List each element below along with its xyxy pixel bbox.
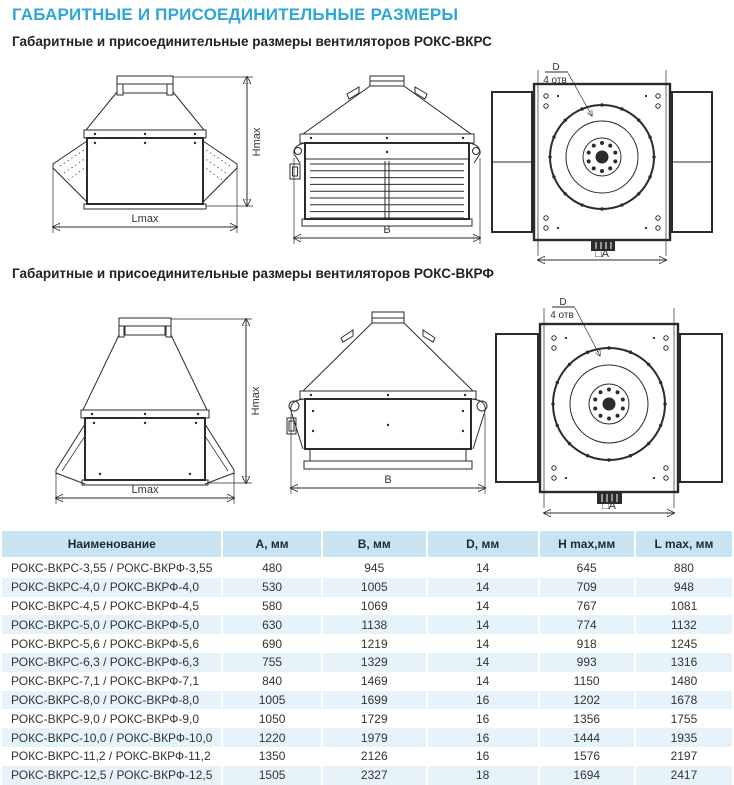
dimension-value-cell: 690 [222, 634, 321, 653]
vkrf-side-view-drawing [20, 312, 270, 517]
impeller [551, 346, 666, 461]
dimension-value-cell: 840 [222, 672, 321, 691]
dimension-value-cell: 530 [222, 578, 321, 597]
table-row [2, 672, 732, 691]
fan-cap [119, 318, 171, 337]
table-row [2, 597, 732, 616]
dimension-value-cell: 993 [539, 653, 635, 672]
dimension-value-cell: 16 [427, 709, 539, 728]
model-name-cell: РОКС-ВКРС-9,0 / РОКС-ВКРФ-9,0 [11, 711, 200, 726]
dimension-value-cell: 945 [322, 558, 427, 578]
dimension-value-cell: 2327 [322, 766, 427, 785]
lower-section [310, 449, 466, 461]
dimensions-table [2, 531, 732, 785]
model-name-cell: РОКС-ВКРС-5,6 / РОКС-ВКРФ-5,6 [11, 636, 200, 651]
dimension-value-cell: 1350 [222, 747, 321, 766]
dimension-value-cell: 2417 [635, 766, 732, 785]
square-a-dimension [538, 248, 666, 260]
dimension-value-cell: 1150 [539, 672, 635, 691]
dimension-value-cell: 580 [222, 597, 321, 616]
dimension-value-cell: 14 [427, 653, 539, 672]
dimension-value-cell: 1202 [539, 691, 635, 710]
roof-tab-left [341, 330, 353, 342]
roof-tab-right [423, 330, 435, 342]
d-label: D [552, 62, 560, 73]
model-name-cell: РОКС-ВКРС-8,0 / РОКС-ВКРФ-8,0 [11, 692, 200, 707]
column-header: Наименование [2, 531, 222, 558]
vkrf-front-view-drawing [283, 308, 493, 508]
dimension-value-cell: 1081 [635, 597, 732, 616]
vkrf-drawings-row [0, 290, 734, 528]
dimension-value-cell: 1729 [322, 709, 427, 728]
dimension-value-cell: 774 [539, 615, 635, 634]
dimension-value-cell: 1005 [222, 691, 321, 710]
hmax-label: Hmax [250, 386, 262, 416]
section-heading-vkrf: Габаритные и присоединительные размеры вентиляторов РОКС-ВКРФ [12, 266, 494, 281]
dimension-value-cell: 480 [222, 558, 321, 578]
dimension-value-cell: 18 [427, 766, 539, 785]
dimension-value-cell: 14 [427, 558, 539, 578]
dimension-value-cell: 1050 [222, 709, 321, 728]
square-a-label: □A [602, 500, 616, 512]
dimension-value-cell: 645 [539, 558, 635, 578]
vkrf-top-view-drawing [478, 294, 732, 520]
housing-box [85, 418, 205, 480]
dimension-value-cell: 880 [635, 558, 732, 578]
model-name-cell: РОКС-ВКРС-7,1 / РОКС-ВКРФ-7,1 [11, 674, 200, 689]
dimension-value-cell: 1132 [635, 615, 732, 634]
holes-callout [550, 297, 600, 356]
table-row [2, 766, 732, 785]
b-label: B [384, 474, 392, 486]
dimension-value-cell: 14 [427, 672, 539, 691]
hmax-label: Hmax [251, 127, 263, 157]
square-a-label: □A [595, 248, 609, 260]
dimension-value-cell: 767 [539, 597, 635, 616]
model-name-cell: РОКС-ВКРС-12,5 / РОКС-ВКРФ-12,5 [11, 768, 213, 783]
table-header [2, 531, 732, 558]
impeller [548, 103, 655, 210]
dimension-value-cell: 1220 [222, 728, 321, 747]
dimension-value-cell: 1219 [322, 634, 427, 653]
vkrs-top-view-drawing [472, 60, 730, 266]
dimension-value-cell: 630 [222, 615, 321, 634]
dimension-value-cell: 1694 [539, 766, 635, 785]
column-header: L max, мм [635, 531, 732, 558]
roof-tab-left [347, 87, 359, 99]
dimension-value-cell: 2126 [322, 747, 427, 766]
table-header-row [2, 531, 732, 558]
table-row [2, 691, 732, 710]
latch [287, 418, 296, 434]
holes-count-label: 4 отв [543, 75, 567, 86]
dimension-value-cell: 1245 [635, 634, 732, 653]
support-legs [56, 424, 234, 484]
dimension-value-cell: 14 [427, 578, 539, 597]
roof-slopes [83, 335, 207, 410]
section-heading-vkrs: Габаритные и присоединительные размеры вентиляторов РОКС-ВКРС [12, 34, 492, 49]
table-row [2, 709, 732, 728]
dimension-value-cell: 1069 [322, 597, 427, 616]
table-row [2, 558, 732, 578]
dimension-value-cell: 14 [427, 615, 539, 634]
vkrs-side-view-drawing [20, 70, 270, 268]
table-row [2, 728, 732, 747]
model-name-cell: РОКС-ВКРС-10,0 / РОКС-ВКРФ-10,0 [11, 730, 213, 745]
model-name-cell: РОКС-ВКРС-3,55 / РОКС-ВКРФ-3,55 [11, 561, 213, 576]
table-row [2, 615, 732, 634]
column-header: D, мм [427, 531, 539, 558]
dimension-value-cell: 1316 [635, 653, 732, 672]
housing-box [305, 143, 469, 219]
dimension-value-cell: 1469 [322, 672, 427, 691]
left-side-panel [496, 334, 538, 482]
dimension-value-cell: 918 [539, 634, 635, 653]
column-header: В, мм [322, 531, 427, 558]
d-label: D [559, 297, 567, 308]
table-row [2, 578, 732, 597]
dimension-value-cell: 14 [427, 597, 539, 616]
dimension-value-cell: 1138 [322, 615, 427, 634]
dimension-value-cell: 14 [427, 634, 539, 653]
lmax-dimension [53, 168, 237, 233]
side-flaps [53, 141, 237, 202]
dimension-value-cell: 1356 [539, 709, 635, 728]
model-name-cell: РОКС-ВКРС-6,3 / РОКС-ВКРФ-6,3 [11, 655, 200, 670]
dimension-value-cell: 1678 [635, 691, 732, 710]
dimension-value-cell: 1505 [222, 766, 321, 785]
dimension-value-cell: 1329 [322, 653, 427, 672]
dimension-value-cell: 16 [427, 691, 539, 710]
table-row [2, 634, 732, 653]
dimension-value-cell: 1576 [539, 747, 635, 766]
square-a-dimension [544, 500, 674, 513]
table-row [2, 653, 732, 672]
housing-box [87, 138, 203, 204]
holes-count-label: 4 отв [550, 310, 574, 321]
dimension-value-cell: 948 [635, 578, 732, 597]
lmax-label: Lmax [131, 213, 159, 225]
page-title: ГАБАРИТНЫЕ И ПРИСОЕДИНИТЕЛЬНЫЕ РАЗМЕРЫ [12, 5, 459, 24]
dimension-value-cell: 1755 [635, 709, 732, 728]
model-name-cell: РОКС-ВКРС-11,2 / РОКС-ВКРФ-11,2 [11, 749, 211, 764]
model-name-cell: РОКС-ВКРС-4,5 / РОКС-ВКРФ-4,5 [11, 598, 200, 613]
latch [290, 164, 300, 179]
table-row [2, 747, 732, 766]
dimension-value-cell: 1444 [539, 728, 635, 747]
roof-slopes [86, 92, 204, 130]
vkrs-drawings-row [0, 58, 734, 268]
vkrs-front-view-drawing [287, 72, 487, 260]
louvers [310, 161, 464, 219]
hmax-dimension [171, 319, 262, 483]
roof-slopes [303, 86, 471, 134]
dimension-value-cell: 709 [539, 578, 635, 597]
b-label: B [383, 224, 391, 236]
model-name-cell: РОКС-ВКРС-5,0 / РОКС-ВКРФ-5,0 [11, 617, 200, 632]
model-name-cell: РОКС-ВКРС-4,0 / РОКС-ВКРФ-4,0 [11, 580, 200, 595]
dimension-value-cell: 1480 [635, 672, 732, 691]
column-header: А, мм [222, 531, 321, 558]
fan-cap [117, 76, 173, 95]
dimension-value-cell: 16 [427, 747, 539, 766]
dimension-value-cell: 1005 [322, 578, 427, 597]
right-side-panel [680, 334, 722, 482]
lmax-label: Lmax [131, 484, 159, 496]
dimension-value-cell: 16 [427, 728, 539, 747]
roof-slopes [303, 323, 473, 391]
dimension-value-cell: 1699 [322, 691, 427, 710]
dimension-value-cell: 2197 [635, 747, 732, 766]
table-body [2, 558, 732, 785]
dimension-value-cell: 1979 [322, 728, 427, 747]
dimension-value-cell: 1935 [635, 728, 732, 747]
bottom-band [304, 461, 472, 469]
roof-tab-right [415, 87, 427, 99]
column-header: Н max,мм [539, 531, 635, 558]
dimension-value-cell: 755 [222, 653, 321, 672]
